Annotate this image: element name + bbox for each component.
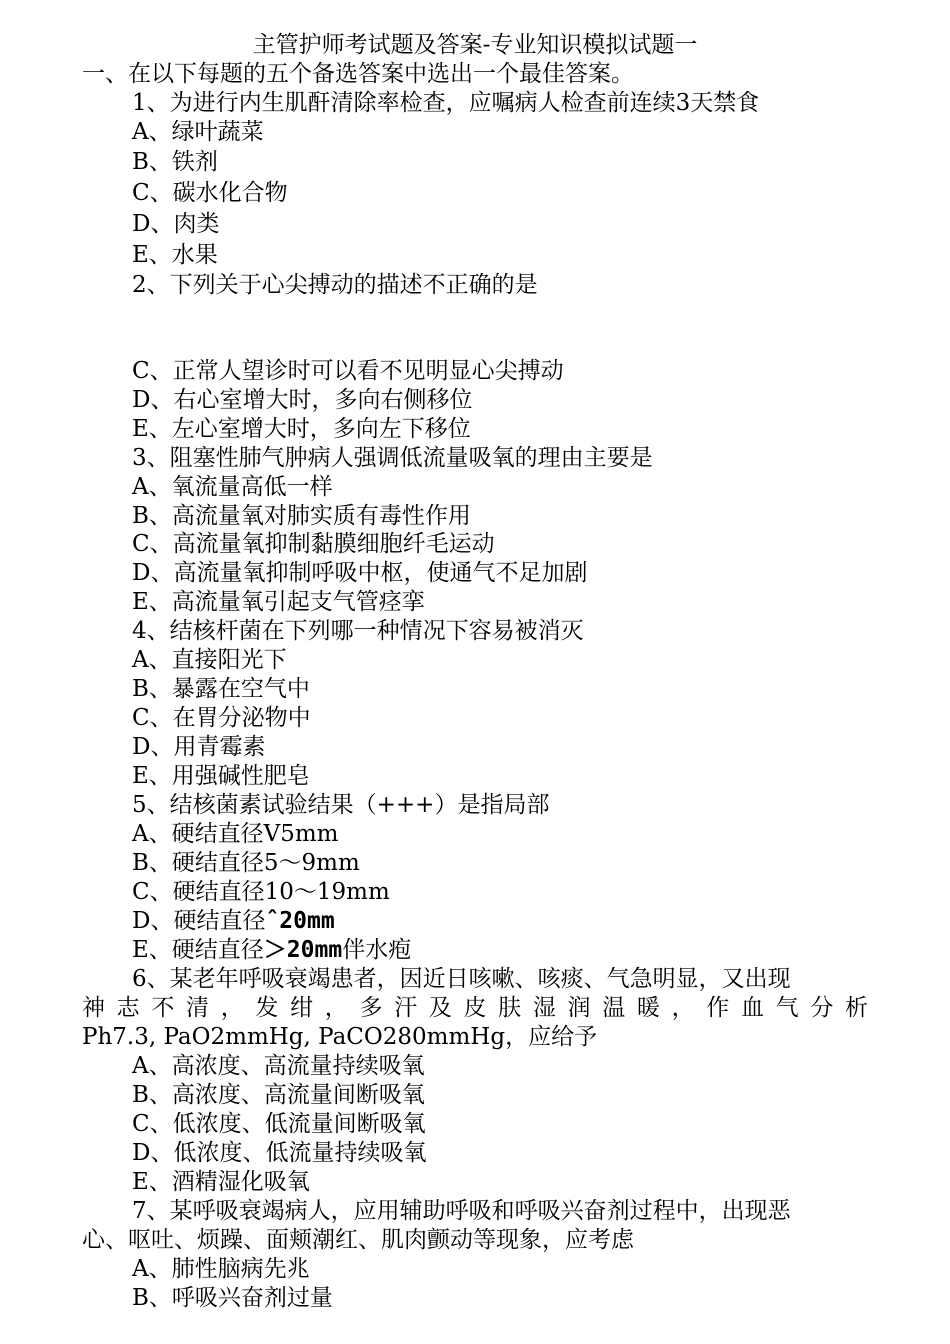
q7-option-a: A、肺性脑病先兆 bbox=[132, 1256, 310, 1282]
q7-stem-line-1: 7、某呼吸衰竭病人，应用辅助呼吸和呼吸兴奋剂过程中，出现恶 bbox=[132, 1198, 791, 1224]
q7-option-b: B、呼吸兴奋剂过量 bbox=[132, 1285, 333, 1311]
question-1-stem: 1、为进行内生肌酐清除率检查，应嘱病人检查前连续3天禁食 bbox=[132, 90, 760, 116]
q1-option-a: A、绿叶蔬菜 bbox=[132, 119, 264, 145]
q4-option-c: C、在胃分泌物中 bbox=[132, 705, 311, 731]
q2-option-d: D、右心室增大时，多向右侧移位 bbox=[132, 387, 473, 413]
q1-option-e: E、水果 bbox=[132, 242, 218, 268]
q4-option-a: A、直接阳光下 bbox=[132, 647, 287, 673]
q2-option-c: C、正常人望诊时可以看不见明显心尖搏动 bbox=[132, 358, 564, 384]
q2-option-e: E、左心室增大时，多向左下移位 bbox=[132, 416, 471, 442]
q3-option-c: C、高流量氧抑制黏膜细胞纤毛运动 bbox=[132, 531, 495, 557]
q1-option-b: B、铁剂 bbox=[132, 149, 218, 175]
q6-option-e: E、酒精湿化吸氧 bbox=[132, 1169, 310, 1195]
question-6-stem bbox=[82, 965, 868, 1052]
q3-option-e: E、高流量氧引起支气管痉挛 bbox=[132, 589, 425, 615]
question-7-stem bbox=[82, 1197, 868, 1255]
q5-option-d-value: ˆ20mm bbox=[265, 908, 335, 934]
q4-option-b: B、暴露在空气中 bbox=[132, 676, 310, 702]
q3-option-a: A、氧流量高低一样 bbox=[132, 474, 333, 500]
q6-option-d: D、低浓度、低流量持续吸氧 bbox=[132, 1140, 427, 1166]
question-5-stem: 5、结核菌素试验结果（+++）是指局部 bbox=[132, 792, 550, 818]
question-3-stem: 3、阻塞性肺气肿病人强调低流量吸氧的理由主要是 bbox=[132, 445, 653, 471]
q5-option-e-value: ＞20mm bbox=[263, 937, 343, 963]
q5-option-d bbox=[132, 907, 335, 936]
q5-option-e-suffix: 伴水疱 bbox=[342, 937, 412, 963]
q5-option-c: C、硬结直径10〜19mm bbox=[132, 879, 390, 905]
q6-stem-line-3: Ph7.3, PaO2mmHg, PaCO280mmHg，应给予 bbox=[82, 1024, 598, 1050]
q5-option-d-prefix: D、硬结直径 bbox=[132, 908, 266, 934]
q4-option-d: D、用青霉素 bbox=[132, 734, 266, 760]
q5-option-e-prefix: E、硬结直径 bbox=[132, 937, 264, 963]
q3-option-d: D、高流量氧抑制呼吸中枢，使通气不足加剧 bbox=[132, 560, 588, 586]
q6-option-b: B、高浓度、高流量间断吸氧 bbox=[132, 1082, 425, 1108]
q7-stem-line-2: 心、呕吐、烦躁、面颊潮红、肌肉颤动等现象，应考虑 bbox=[82, 1227, 634, 1253]
document-title: 主管护师考试题及答案-专业知识模拟试题一 bbox=[252, 32, 698, 58]
q6-option-c: C、低浓度、低流量间断吸氧 bbox=[132, 1111, 426, 1137]
q5-option-a: A、硬结直径V5mm bbox=[132, 821, 339, 847]
q5-option-b: B、硬结直径5〜9mm bbox=[132, 850, 360, 876]
q6-stem-line-1: 6、某老年呼吸衰竭患者，因近日咳嗽、咳痰、气急明显，又出现 bbox=[132, 966, 791, 992]
q5-option-e bbox=[132, 936, 411, 965]
q6-stem-line-2: 神志不清，发绀，多汗及皮肤湿润温暖，作血气分析 bbox=[82, 995, 868, 1021]
question-2-stem: 2、下列关于心尖搏动的描述不正确的是 bbox=[132, 272, 538, 298]
q4-option-e: E、用强碱性肥皂 bbox=[132, 763, 310, 789]
q3-option-b: B、高流量氧对肺实质有毒性作用 bbox=[132, 503, 471, 529]
q6-option-a: A、高浓度、高流量持续吸氧 bbox=[132, 1053, 425, 1079]
section-heading: 一、在以下每题的五个备选答案中选出一个最佳答案。 bbox=[82, 61, 634, 87]
question-4-stem: 4、结核杆菌在下列哪一种情况下容易被消灭 bbox=[132, 618, 584, 644]
q1-option-c: C、碳水化合物 bbox=[132, 180, 288, 206]
q1-option-d: D、肉类 bbox=[132, 211, 220, 237]
